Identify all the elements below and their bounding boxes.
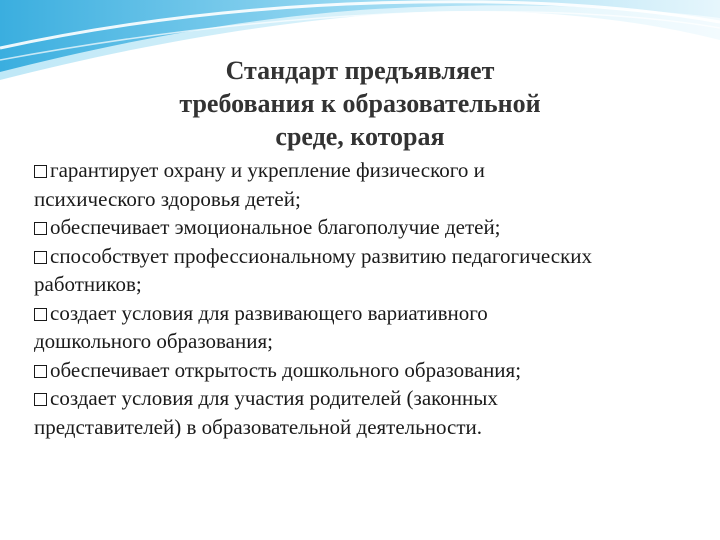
checkbox-bullet-icon [34, 365, 47, 378]
list-item-text: создает условия для развивающего вариативного дошкольного образования; [34, 300, 488, 353]
slide-title [110, 54, 610, 153]
checkbox-bullet-icon [34, 251, 47, 264]
checkbox-bullet-icon [34, 222, 47, 235]
title-line: Стандарт предъявляет [225, 56, 495, 85]
checkbox-bullet-icon [34, 308, 47, 321]
list-item-text: обеспечивает открытость дошкольного образования; [50, 357, 522, 382]
title-line: требования к образовательной [179, 89, 541, 118]
list-item-text: гарантирует охрану и укрепление физического и психического здоровья детей; [34, 158, 485, 211]
list-item-text: создает условия для участия родителей (законных представителей) в образовательной деятельности. [34, 386, 498, 439]
list-item [34, 242, 594, 299]
requirements-list [34, 156, 594, 441]
list-item-text: способствует профессиональному развитию педагогических работников; [34, 243, 593, 296]
list-item [34, 213, 594, 242]
checkbox-bullet-icon [34, 393, 47, 406]
list-item [34, 299, 594, 356]
list-item-text: обеспечивает эмоциональное благополучие детей; [50, 215, 501, 239]
list-item [34, 356, 594, 385]
list-item [34, 384, 594, 441]
list-item [34, 156, 594, 213]
checkbox-bullet-icon [34, 165, 47, 178]
title-line: среде, которая [275, 122, 445, 151]
